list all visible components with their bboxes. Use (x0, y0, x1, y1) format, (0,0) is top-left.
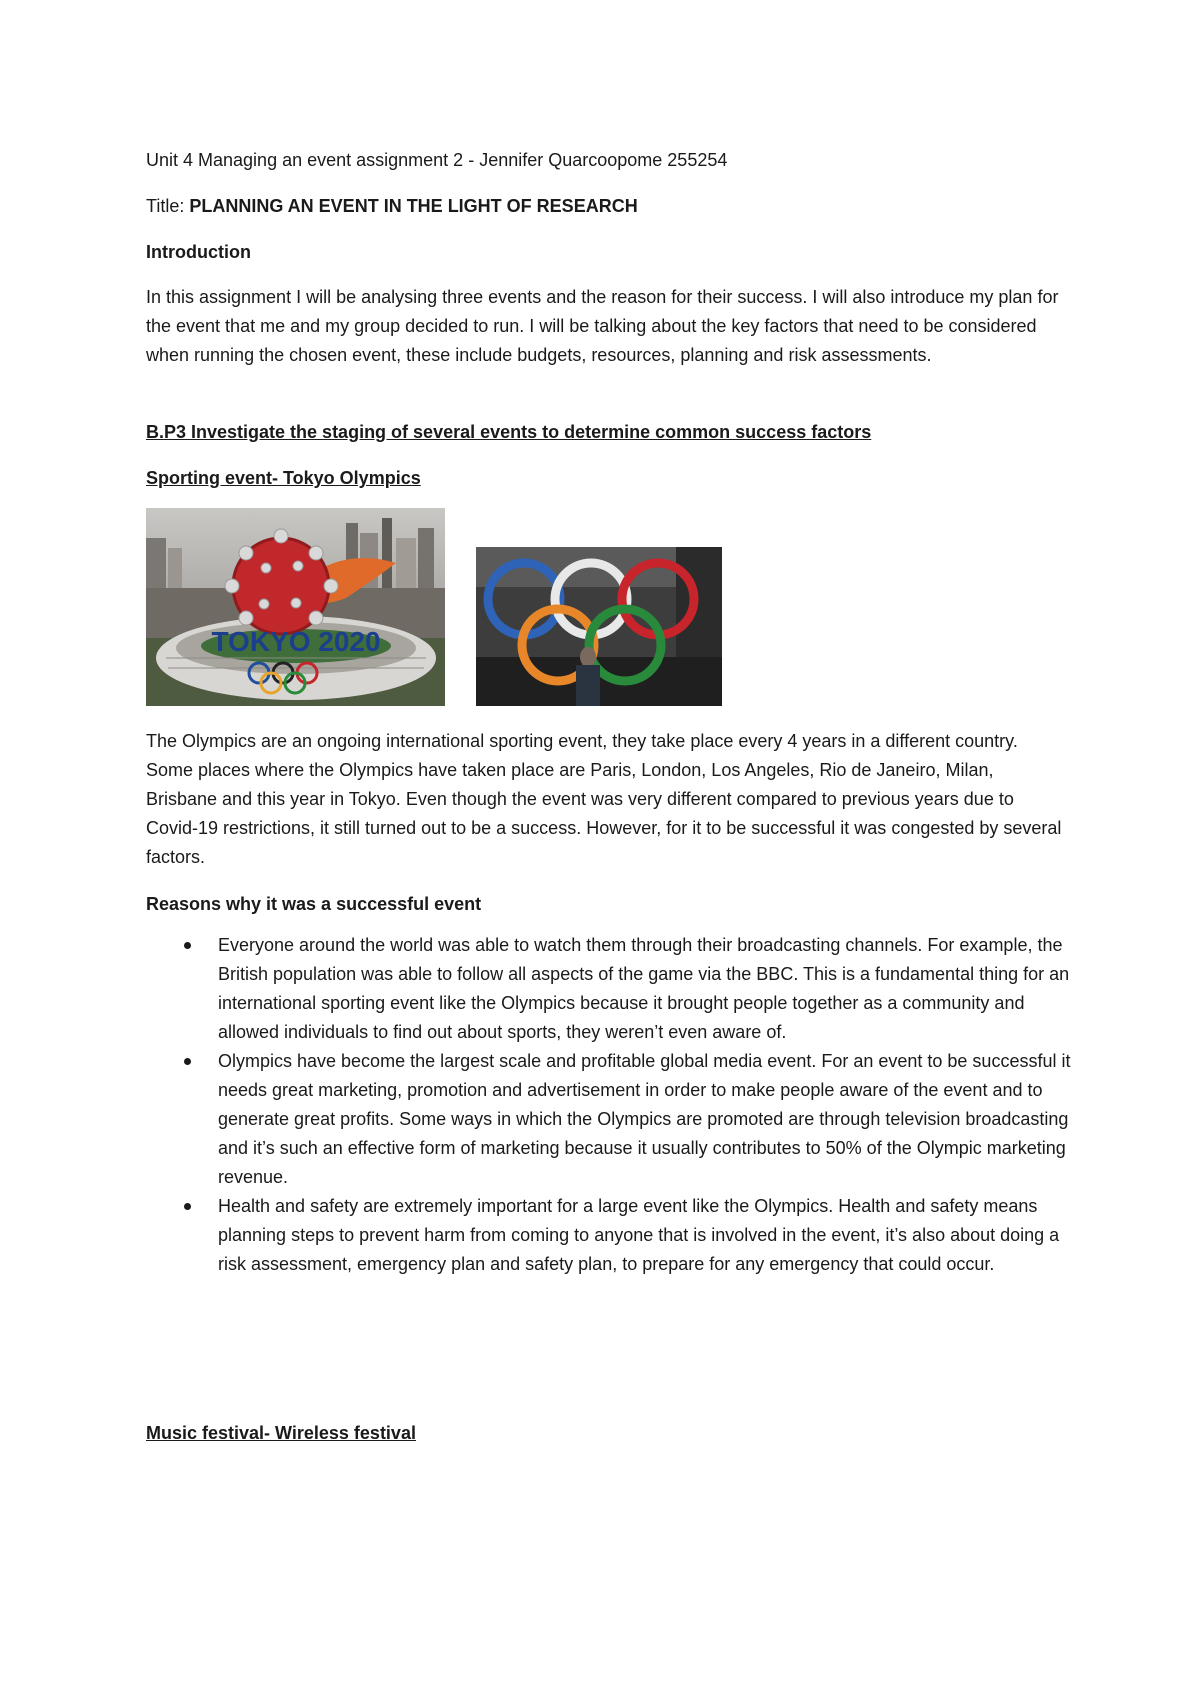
reasons-list (146, 931, 1076, 1279)
intro-heading: Introduction (146, 242, 251, 262)
olympics-paragraph: The Olympics are an ongoing international sporting event, they take place every 4 years in a different country. Some places where the Olympics have taken place are Paris, London, Los Angeles, Rio de Janeiro, Milan, Brisbane and this year in Tokyo. Even though the event was very different compared to previous years due to Covid-19 restrictions, it still turned out to be a success. However, for it to be successful it was congested by several factors. (146, 731, 1062, 867)
header-line: Unit 4 Managing an event assignment 2 - Jennifer Quarcoopome 255254 (146, 150, 728, 170)
reasons-heading: Reasons why it was a successful event (146, 894, 482, 914)
section-bp3-heading: B.P3 Investigate the staging of several events to determine common success factors (146, 422, 872, 442)
list-item: Everyone around the world was able to watch them through their broadcasting channels. For example, the British population was able to follow all aspects of the game via the BBC. This is a fundamental thing for an international sporting event like the Olympics because it brought people together as a community and allowed individuals to find out about sports, they weren’t even aware of. (146, 931, 1076, 1047)
intro-paragraph: In this assignment I will be analysing three events and the reason for their success. I will also introduce my plan for the event that me and my group decided to run. I will be talking about the key factors that need to be considered when running the chosen event, these include budgets, resources, planning and risk assessments. (146, 287, 1059, 365)
tokyo-2020-stadium-image (146, 508, 445, 706)
document-title (146, 192, 638, 221)
list-item: Health and safety are extremely important for a large event like the Olympics. Health and safety means planning steps to prevent harm from coming to anyone that is involved in the event, it’s also about doing a risk assessment, emergency plan and safety plan, to prepare for any emergency that could occur. (146, 1192, 1076, 1279)
title-prefix: Title: (146, 196, 190, 216)
olympic-rings-graphic (476, 547, 722, 706)
sporting-event-heading: Sporting event- Tokyo Olympics (146, 468, 421, 488)
title-text: PLANNING AN EVENT IN THE LIGHT OF RESEARCH (189, 196, 638, 216)
olympic-rings-image (476, 547, 722, 706)
music-festival-heading: Music festival- Wireless festival (146, 1423, 416, 1443)
list-item: Olympics have become the largest scale and profitable global media event. For an event to be successful it needs great marketing, promotion and advertisement in order to make people aware of the event and to generate great profits. Some ways in which the Olympics are promoted are through television broadcasting and it’s such an effective form of marketing because it usually contributes to 50% of the Olympic marketing revenue. (146, 1047, 1076, 1192)
tokyo-2020-label: TOKYO 2020 (211, 626, 381, 657)
tokyo-2020-stadium-graphic (146, 508, 445, 706)
